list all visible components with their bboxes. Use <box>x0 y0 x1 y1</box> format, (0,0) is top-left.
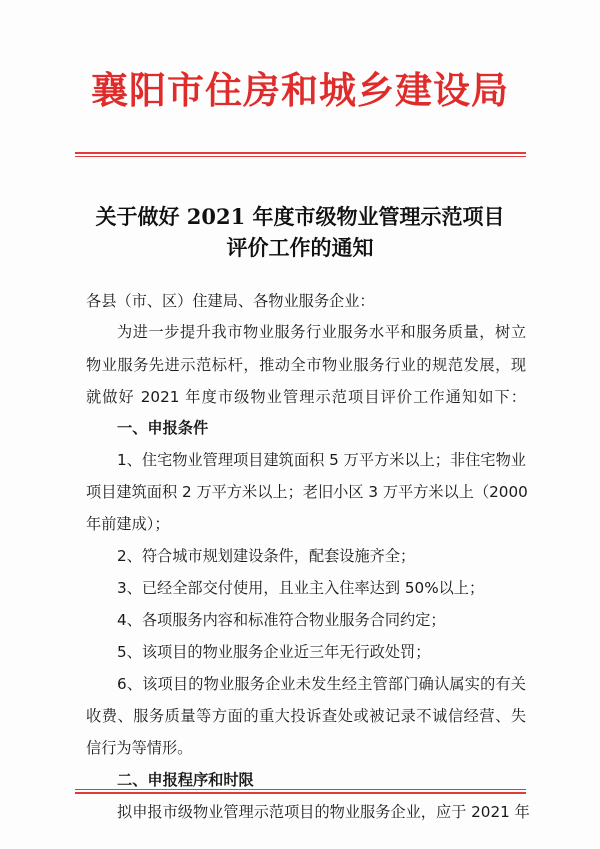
masthead-title: 襄阳市住房和城乡建设局 <box>91 68 509 112</box>
requirement-5: 5、该项目的物业服务企业近三年无行政处罚； <box>117 643 431 661</box>
requirement-1-line-2: 项目建筑面积 2 万平方米以上；老旧小区 3 万平方米以上（2000 <box>86 483 528 501</box>
requirement-1-line-3: 年前建成）； <box>86 515 170 533</box>
requirement-2: 2、符合城市规划建设条件，配套设施齐全； <box>117 547 416 565</box>
masthead-red-rule <box>75 152 526 157</box>
requirement-4: 4、各项服务内容和标准符合物业服务合同约定； <box>117 611 446 629</box>
requirement-6-line-2: 收费、服务质量等方面的重大投诉查处或被记录不诚信经营、失 <box>86 707 526 725</box>
footer-red-rule <box>75 789 526 794</box>
requirement-1-line-1: 1、住宅物业管理项目建筑面积 5 万平方米以上；非住宅物业 <box>117 451 526 469</box>
section-heading-procedure: 二、申报程序和时限 <box>117 771 254 789</box>
intro-line-3: 就做好 2021 年度市级物业管理示范项目评价工作通知如下： <box>86 388 526 406</box>
notice-title-line-2: 评价工作的通知 <box>226 235 374 260</box>
salutation: 各县（市、区）住建局、各物业服务企业： <box>86 292 375 310</box>
section-heading-requirements: 一、申报条件 <box>117 419 209 437</box>
procedure-line-1: 拟申报市级物业管理示范项目的物业服务企业，应于 2021 年 <box>117 803 530 821</box>
requirement-6-line-1: 6、该项目的物业服务企业未发生经主管部门确认属实的有关 <box>117 675 526 693</box>
notice-title-line-1: 关于做好 2021 年度市级物业管理示范项目 <box>95 204 505 229</box>
intro-line-2: 物业服务先进示范标杆，推动全市物业服务行业的规范发展，现 <box>86 356 526 374</box>
intro-line-1: 为进一步提升我市物业服务行业服务水平和服务质量，树立 <box>117 323 526 341</box>
requirement-6-line-3: 信行为等情形。 <box>86 739 193 757</box>
requirement-3: 3、已经全部交付使用，且业主入住率达到 50%以上； <box>117 579 485 597</box>
